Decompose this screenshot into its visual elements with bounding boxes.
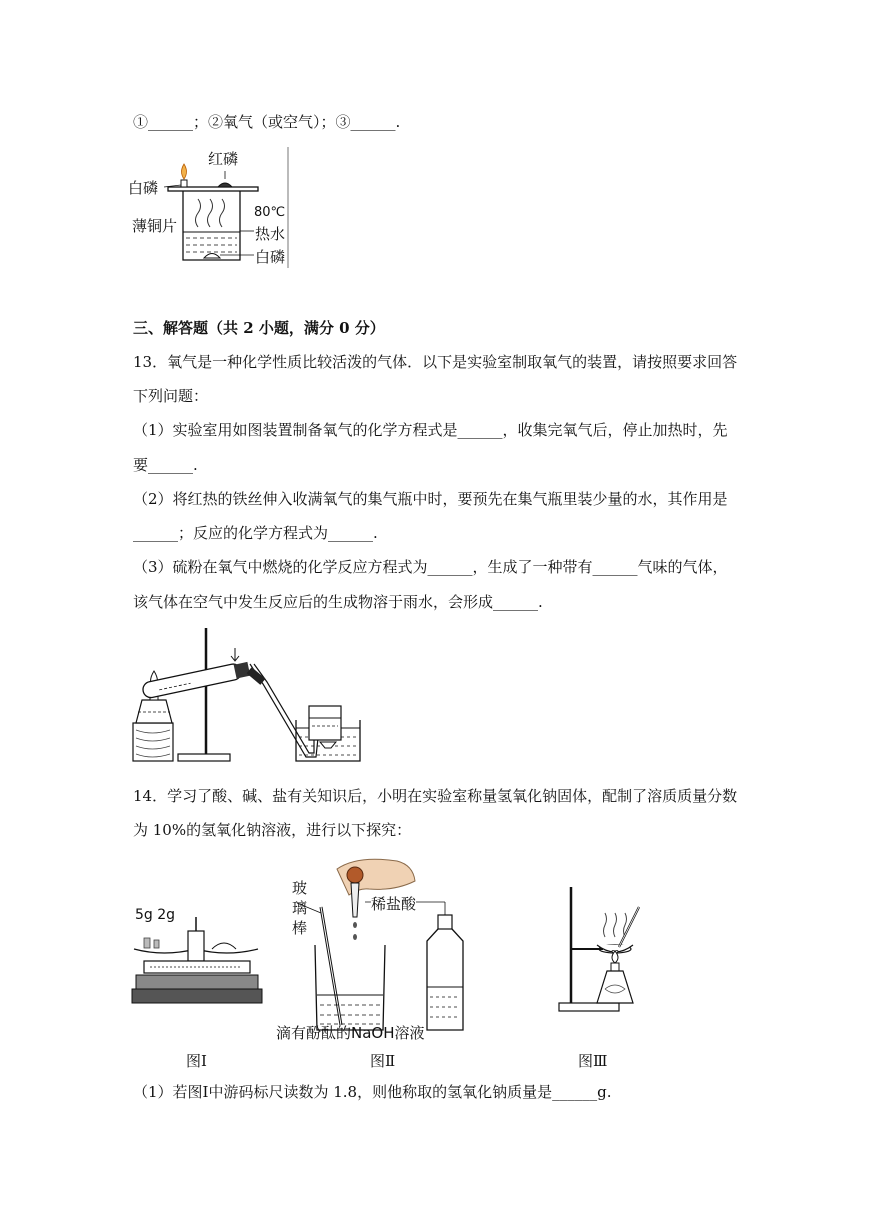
evaporation-diagram (555, 885, 675, 1015)
q13-part2-line1: （2）将红热的铁丝伸入收满氧气的集气瓶中时，要预先在集气瓶里装少量的水，其作用是 (133, 490, 728, 508)
q13-part1-line1: （1）实验室用如图装置制备氧气的化学方程式是______，收集完氧气后，停止加热时，先 (133, 421, 728, 439)
label-glass-rod-1: 玻 (292, 879, 308, 897)
label-dilute-hcl: 稀盐酸 (371, 895, 417, 913)
label-naoh-solution: 滴有酚酞的NaOH溶液 (276, 1024, 425, 1042)
label-temperature: 80℃ (254, 205, 286, 220)
q14-intro-line2: 为 10%的氢氧化钠溶液，进行以下探究： (133, 821, 412, 839)
figure-3-evaporation (555, 885, 675, 1015)
label-copper-sheet: 薄铜片 (132, 217, 178, 235)
q14-intro-line1: 14．学习了酸、碱、盐有关知识后，小明在实验室称量氢氧化钠固体，配制了溶质质量分数 (133, 787, 738, 805)
q12-answer-line: ①______；②氧气（或空气）；③______. (133, 113, 401, 131)
oxygen-apparatus-diagram (128, 620, 363, 765)
figure-2-caption: 图Ⅱ (370, 1052, 396, 1070)
q13-part3-line2: 该气体在空气中发生反应后的生成物溶于雨水，会形成______. (133, 593, 543, 611)
label-red-phosphorus: 红磷 (208, 150, 239, 168)
figure-3-caption: 图Ⅲ (578, 1052, 608, 1070)
label-white-phosphorus-top: 白磷 (128, 179, 159, 197)
q13-intro-line2: 下列问题： (133, 387, 209, 405)
label-hot-water: 热水 (255, 225, 286, 243)
q13-intro-line1: 13．氧气是一种化学性质比较活泼的气体．以下是实验室制取氧气的装置，请按照要求回答 (133, 353, 738, 371)
figure-2-neutralization (275, 855, 475, 1045)
label-weights: 5g 2g (135, 907, 176, 923)
phosphorus-experiment-figure (128, 145, 303, 270)
oxygen-preparation-figure (128, 620, 363, 765)
q13-part3-line1: （3）硫粉在氧气中燃烧的化学反应方程式为______，生成了一种带有______气味的气体， (133, 558, 728, 576)
q13-part2-line2: ______；反应的化学方程式为______. (133, 524, 378, 542)
label-glass-rod-2: 璃 (292, 899, 308, 917)
q13-part1-line2: 要______. (133, 456, 198, 474)
figure-1-caption: 图Ⅰ (186, 1052, 207, 1070)
figure-1-balance (130, 905, 265, 1010)
section-title: 三、解答题（共 2 小题，满分 0 分） (133, 319, 385, 337)
label-glass-rod-3: 棒 (292, 919, 308, 937)
q14-part1: （1）若图Ⅰ中游码标尺读数为 1.8，则他称取的氢氧化钠质量是______g. (133, 1083, 612, 1101)
label-white-phosphorus-bottom: 白磷 (255, 248, 286, 266)
